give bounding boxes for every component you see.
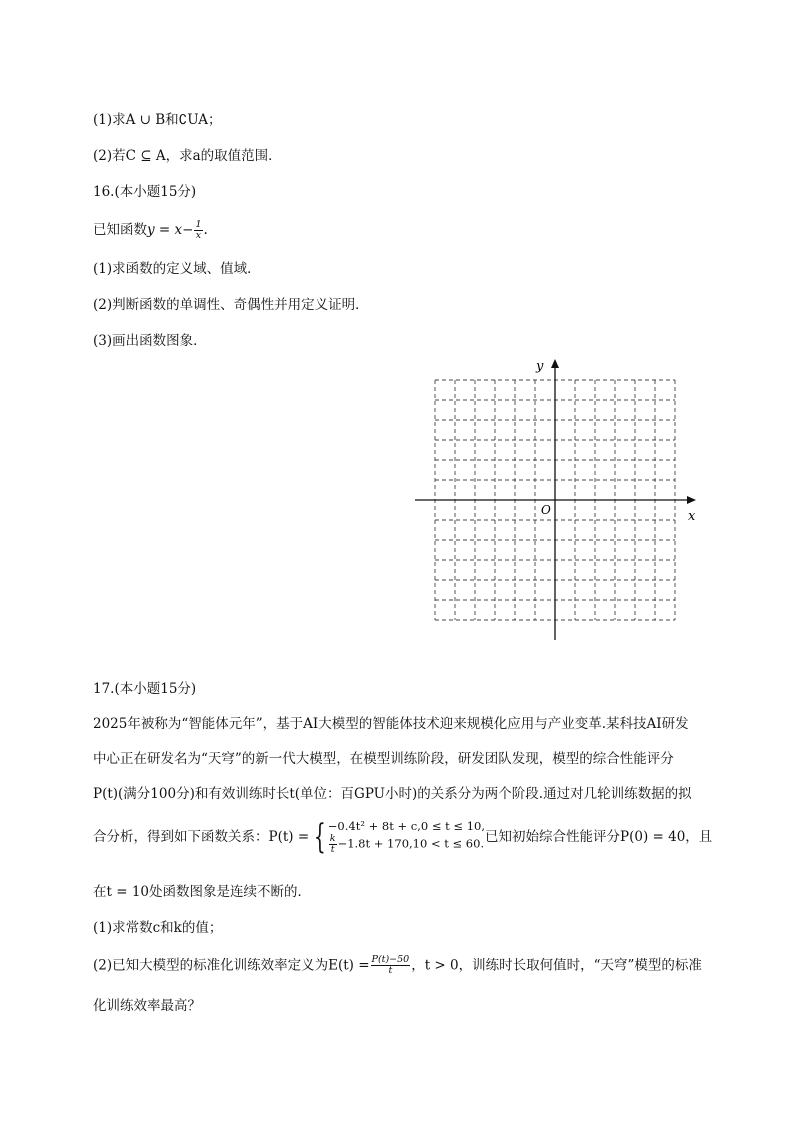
q17-header: 17.(本小题15分)	[93, 681, 197, 697]
y-axis-label: y	[536, 359, 544, 374]
q17-part2-suffix: ，t > 0，训练时长取何值时，“天穹”模型的标准	[411, 957, 702, 974]
q15-part1: (1)求A ∪ B和∁UA；	[93, 112, 222, 128]
x-axis-label: x	[688, 509, 696, 524]
q15-part2: (2)若C ⊆ A，求a的取值范围．	[93, 148, 282, 164]
q16-stem-prefix: 已知函数	[93, 221, 147, 238]
case2-frac-den: t	[330, 843, 335, 855]
q17-part2	[93, 955, 702, 976]
piecewise-cases	[328, 819, 485, 855]
q16-stem-frac	[194, 220, 202, 241]
q17-line2: 中心正在研发名为“天穹”的新一代大模型，在模型训练阶段，研发团队发现，模型的综合性能评分	[93, 751, 674, 767]
case2-rest: −1.8t + 170,10 < t ≤ 60.	[337, 836, 485, 851]
q17-line4-prefix: 合分析，得到如下函数关系：P(t) =	[93, 828, 310, 845]
origin-label: O	[541, 503, 551, 517]
coordinate-grid	[410, 352, 710, 647]
q16-part2: (2)判断函数的单调性、奇偶性并用定义证明．	[93, 297, 369, 313]
q16-header: 16.(本小题15分)	[93, 184, 197, 200]
piecewise-case-1: −0.4t² + 8t + c,0 ≤ t ≤ 10,	[327, 819, 486, 833]
x-axis-arrow	[687, 496, 696, 504]
q17-line5: 在t = 10处函数图象是连续不断的．	[93, 884, 311, 900]
q17-line3: P(t)(满分100分)和有效训练时长t(单位：百GPU小时)的关系分为两个阶段.通过对几轮训练数据的拟	[93, 786, 692, 802]
q16-stem	[93, 220, 208, 241]
q17-part2-prefix: (2)已知大模型的标准化训练效率定义为E(t) =	[93, 957, 370, 974]
q16-part3: (3)画出函数图象．	[93, 333, 207, 349]
q17-line1: 2025年被称为“智能体元年”，基于AI大模型的智能体技术迎来规模化应用与产业变革.某科技AI研发	[93, 716, 689, 732]
q17-part2-frac	[371, 955, 411, 976]
piecewise-brace: {	[314, 816, 326, 857]
q16-stem-suffix: .	[203, 221, 208, 238]
q16-stem-func: y = x−	[147, 221, 194, 238]
q17-part1: (1)求常数c和k的值；	[93, 920, 223, 936]
q16-part1: (1)求函数的定义域、值域．	[93, 261, 261, 277]
case2-frac-num: k	[329, 832, 336, 844]
y-axis-arrow	[551, 359, 559, 368]
q16-frac-den: x	[195, 229, 202, 241]
q17-part2-frac-num: P(t)−50	[371, 954, 410, 965]
q17-part2-frac-den: t	[388, 964, 393, 976]
q16-frac-num: 1	[195, 219, 202, 230]
q17-line4-suffix: 已知初始综合性能评分P(0) = 40，且	[485, 828, 713, 845]
q17-line4	[93, 816, 713, 857]
q17-part2-line2: 化训练效率最高？	[93, 998, 201, 1014]
case2-frac	[329, 834, 337, 855]
piecewise-case-2	[328, 834, 485, 855]
